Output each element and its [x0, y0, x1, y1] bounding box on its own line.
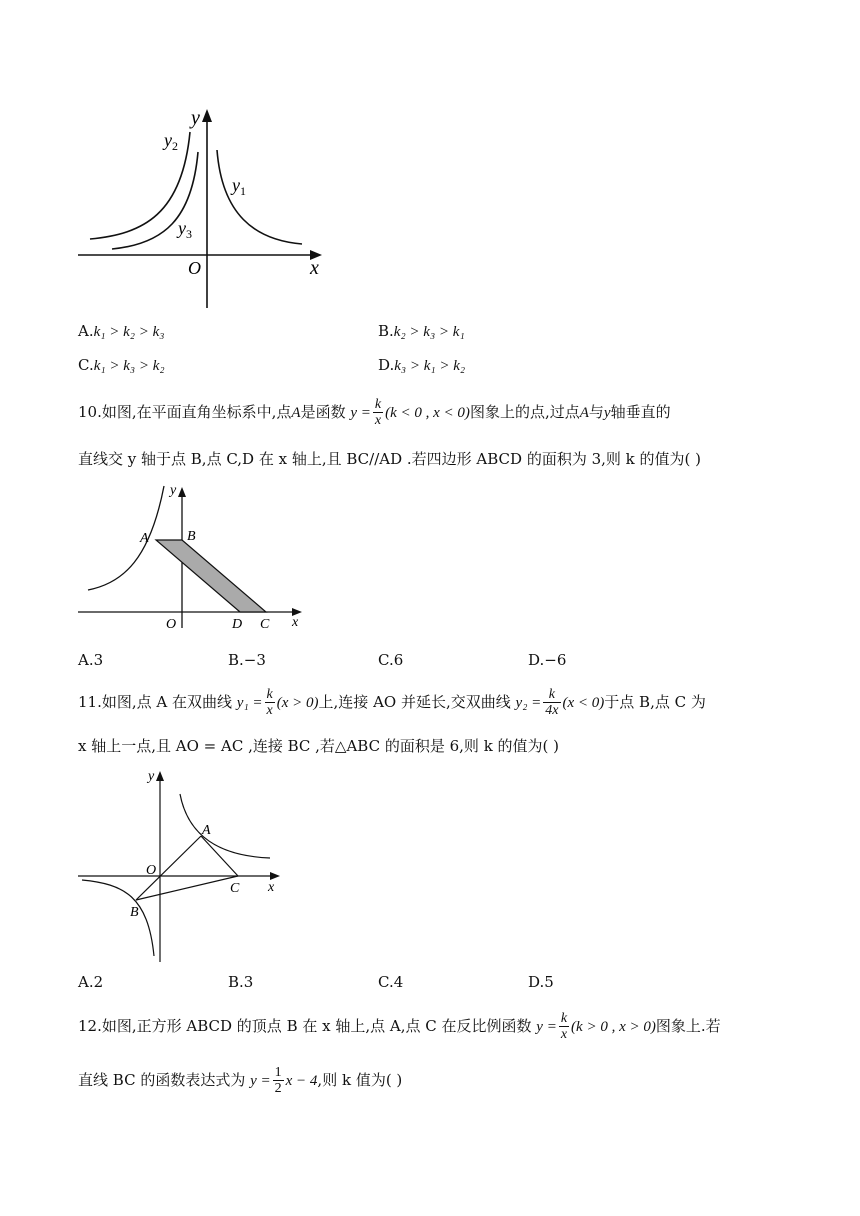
q10-label-o: O	[166, 617, 177, 632]
q9-option-a[interactable]: A.k₁ > k₂ > k₃	[78, 322, 165, 340]
q11-label-x: x	[268, 880, 275, 895]
q9-origin-label: O	[188, 258, 201, 278]
q10-figure	[74, 478, 314, 636]
q11-label-o: O	[146, 863, 157, 878]
q9-y1-label: $y_1$	[232, 175, 246, 198]
q9-x-axis-label: x	[310, 257, 319, 279]
q9-option-b[interactable]: B.k₂ > k₃ > k₁	[378, 322, 465, 340]
q10-label-x: x	[292, 615, 299, 630]
q11-hyperbola-y2	[82, 880, 154, 956]
q11-segment-bc	[136, 876, 238, 900]
q11-fraction-y1: $\frac{k}{x}$	[266, 687, 273, 718]
q11-figure	[74, 766, 294, 966]
q11-y-arrow-icon	[156, 771, 164, 781]
q11-x-arrow-icon	[270, 872, 280, 880]
q11-option-c[interactable]: C.4	[378, 973, 404, 991]
q9-option-c[interactable]: C.k₁ > k₃ > k₂	[78, 356, 165, 374]
q10-option-a[interactable]: A.3	[78, 651, 104, 669]
q10-question-line1: 10.如图,在平面直角坐标系中,点A是函数 y = $\frac{k}{x}$ (k < 0 , x < 0)图象上的点,过点A与y轴垂直的	[78, 397, 671, 428]
q11-option-d[interactable]: D.5	[528, 973, 554, 991]
q11-label-a: A	[202, 823, 211, 838]
q9-option-d[interactable]: D.k₃ > k₁ > k₂	[378, 356, 466, 374]
q11-fraction-y2: $\frac{k}{4x}$	[545, 687, 559, 718]
q11-option-b[interactable]: B.3	[228, 973, 254, 991]
q9-curve-y1	[217, 150, 302, 244]
q10-quadrilateral-abcd	[156, 540, 266, 612]
q10-label-b: B	[187, 529, 196, 544]
q10-y-arrow-icon	[178, 487, 186, 497]
q10-label-c: C	[260, 617, 270, 632]
q9-y3-label: $y_3$	[178, 218, 192, 241]
q10-label-d: D	[232, 617, 243, 632]
q11-hyperbola-y1	[180, 794, 270, 858]
q10-fraction: $\frac{k}{x}$	[374, 397, 382, 428]
q11-label-b: B	[130, 905, 139, 920]
q11-label-c: C	[230, 881, 240, 896]
q10-hyperbola	[88, 486, 164, 590]
q11-segment-ac	[201, 836, 238, 876]
q12-question-line1: 12.如图,正方形 ABCD 的顶点 B 在 x 轴上,点 A,点 C 在反比例函数 y = $\frac{k}{x}$ (k > 0 , x > 0)图象上.若	[78, 1011, 721, 1042]
q10-question-line2: 直线交 y 轴于点 B,点 C,D 在 x 轴上,且 BC//AD .若四边形 ABCD 的面积为 3,则 k 的值为( )	[78, 450, 702, 468]
q11-label-y: y	[148, 769, 155, 784]
q10-label-y: y	[170, 483, 177, 498]
q9-y-arrow-icon	[202, 109, 212, 122]
q11-option-a[interactable]: A.2	[78, 973, 104, 991]
q10-option-c[interactable]: C.6	[378, 651, 404, 669]
q12-fraction-half: $\frac{1}{2}$	[274, 1065, 282, 1096]
q10-option-d[interactable]: D.−6	[528, 651, 567, 669]
q9-y-axis-label: y	[191, 107, 200, 129]
q9-y2-label: $y_2$	[164, 130, 178, 153]
q12-fraction: $\frac{k}{x}$	[560, 1011, 568, 1042]
q12-question-line2: 直线 BC 的函数表达式为 y = $\frac{1}{2}$ x − 4,则 k 值为( )	[78, 1065, 403, 1096]
q10-label-a: A	[140, 531, 149, 546]
q9-figure	[74, 104, 354, 314]
q11-question-line2: x 轴上一点,且 AO = AC ,连接 BC ,若△ABC 的面积是 6,则 k 的值为( )	[78, 737, 560, 755]
q10-option-b[interactable]: B.−3	[228, 651, 266, 669]
q11-question-line1: 11.如图,点 A 在双曲线 y₁ = $\frac{k}{x}$ (x > 0)上,连接 AO 并延长,交双曲线 y₂ = $\frac{k}{4x}$ (x < 0)于点 B,点 C 为	[78, 687, 706, 718]
